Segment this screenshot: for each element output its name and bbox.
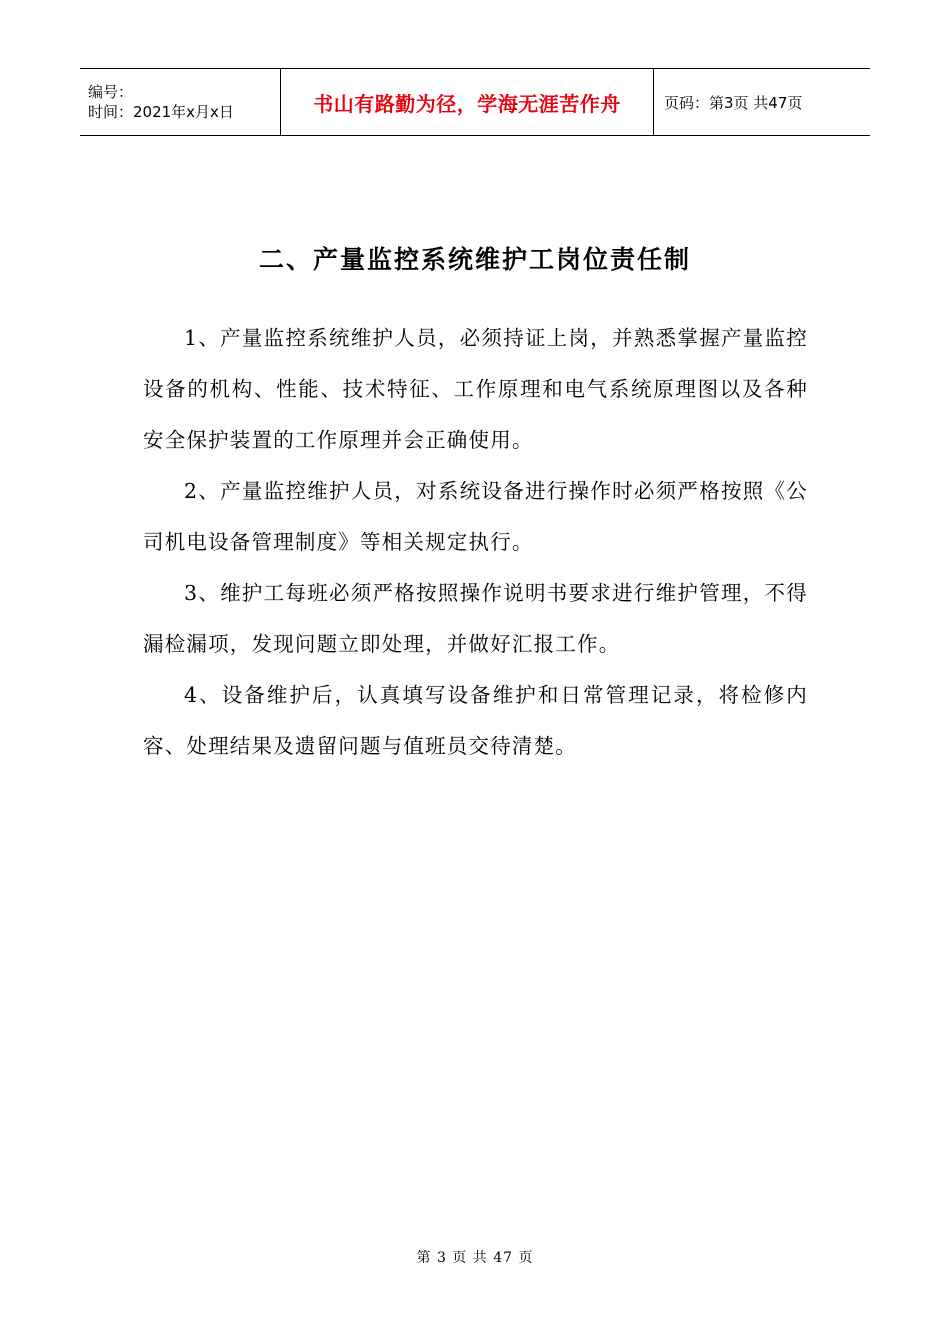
header-page-cell <box>654 69 870 135</box>
paragraph-1: 1、产量监控系统维护人员，必须持证上岗，并熟悉掌握产量监控设备的机构、性能、技术特征、工作原理和电气系统原理图以及各种安全保护装置的工作原理并会正确使用。 <box>143 326 808 452</box>
header-meta-cell <box>80 69 281 135</box>
paragraph-4: 4、设备维护后，认真填写设备维护和日常管理记录，将检修内容、处理结果及遗留问题与值班员交待清楚。 <box>143 683 808 758</box>
header-page-info: 页码：第3页 共47页 <box>664 93 803 112</box>
document-number-label: 编号： <box>88 83 134 101</box>
paragraph-2: 2、产量监控维护人员，对系统设备进行操作时必须严格按照《公司机电设备管理制度》等相关规定执行。 <box>143 479 808 554</box>
document-body <box>143 313 808 772</box>
header-motto-cell <box>281 69 654 135</box>
document-title: 二、产量监控系统维护工岗位责任制 <box>258 245 691 274</box>
header-motto: 书山有路勤为径，学海无涯苦作舟 <box>313 91 621 116</box>
page-header <box>80 68 870 136</box>
paragraph-3: 3、维护工每班必须严格按照操作说明书要求进行维护管理，不得漏检漏项，发现问题立即处理，并做好汇报工作。 <box>143 581 808 656</box>
document-date: 时间：2021年x月x日 <box>88 103 234 121</box>
page-footer: 第 3 页 共 47 页 <box>416 1250 534 1266</box>
